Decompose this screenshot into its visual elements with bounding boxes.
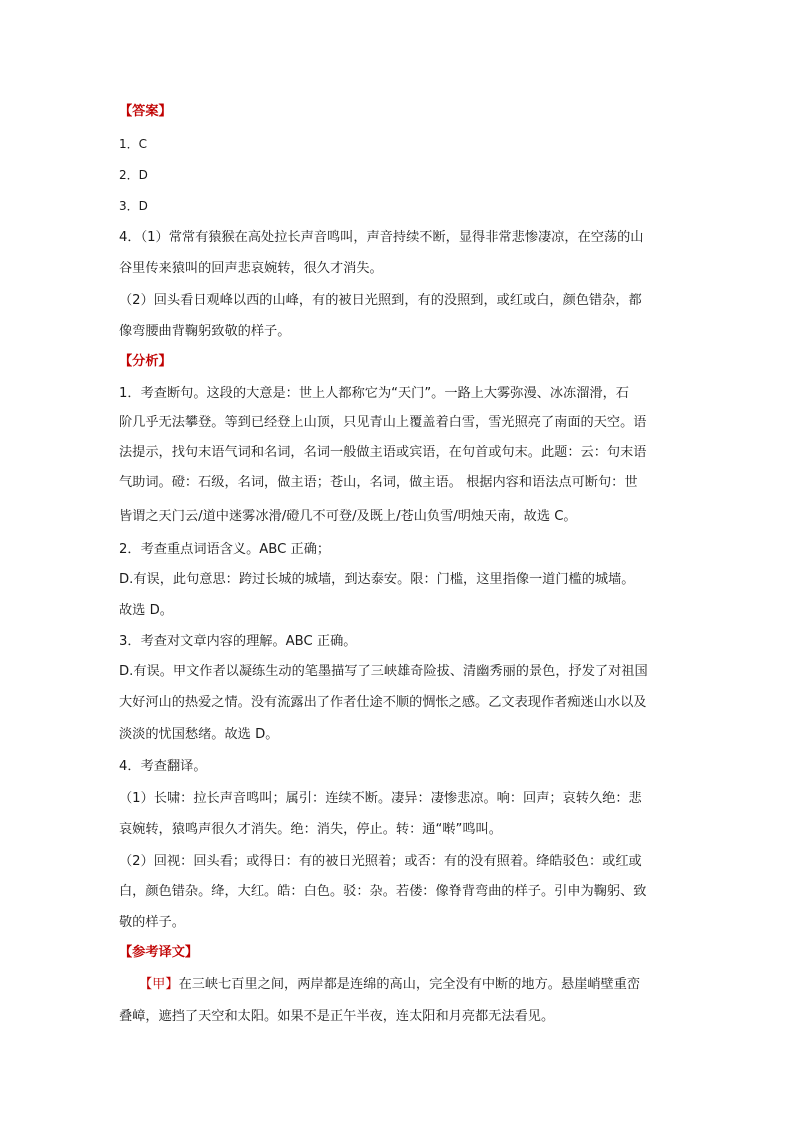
analysis-p4-line: （2）回视：回头看；或得日：有的被日光照着；或否：有的没有照着。绛皓驳色：或红或 <box>119 854 642 869</box>
answer-item-3: 3．D <box>119 199 148 213</box>
analysis-p1-line: 阶几乎无法攀登。等到已经登上山顶，只见青山上覆盖着白雪，雪光照亮了南面的天空。语 <box>119 415 647 430</box>
translation-text: 在三峡七百里之间，两岸都是连绵的高山，完全没有中断的地方。悬崖峭壁重峦 <box>178 977 641 992</box>
analysis-p3-line: 大好河山的热爱之情。没有流露出了作者仕途不顺的惆怅之感。乙文表现作者痴迷山水以及 <box>119 695 647 710</box>
translation-line2: 叠嶂，遮挡了天空和太阳。如果不是正午半夜，连太阳和月亮都无法看见。 <box>119 1009 555 1024</box>
analysis-p2-line: 故选 D。 <box>119 603 173 618</box>
analysis-p1-line: 法提示，找句末语气词和名词，名词一般做主语或宾语，在句首或句末。此题：云：句末语 <box>119 445 647 460</box>
answer-q4-2-line2: 像弯腰曲背鞠躬致敬的样子。 <box>119 324 291 339</box>
analysis-p4-line: 敬的样子。 <box>119 915 185 930</box>
answer-q4-1-line1: 4．（1）常常有猿猴在高处拉长声音鸣叫，声音持续不断，显得非常悲惨凄凉，在空荡的山 <box>119 230 644 245</box>
translation-line1 <box>139 976 640 994</box>
analysis-p1-line: 皆谓之天门云/道中迷雾冰滑/磴几不可登/及既上/苍山负雪/明烛天南，故选 C。 <box>119 509 577 524</box>
analysis-p4-line: （1）长啸：拉长声音鸣叫；属引：连续不断。凄异：凄惨悲凉。响：回声；哀转久绝：悲 <box>119 791 642 806</box>
analysis-p2-line: D.有误，此句意思：跨过长城的城墙，到达泰安。限：门槛，这里指像一道门槛的城墙。 <box>119 572 635 587</box>
analysis-p4-line: 4．考查翻译。 <box>119 759 207 774</box>
analysis-p4-line: 白，颜色错杂。绛，大红。皓：白色。驳：杂。若偻：像脊背弯曲的样子。引申为鞠躬、致 <box>119 884 647 899</box>
answer-heading: 【答案】 <box>119 104 172 119</box>
analysis-p3-line: D.有误。甲文作者以凝练生动的笔墨描写了三峡雄奇险拔、清幽秀丽的景色，抒发了对祖国 <box>119 664 648 679</box>
answer-q4-1-line2: 谷里传来猿叫的回声悲哀婉转，很久才消失。 <box>119 261 383 276</box>
analysis-p2-line: 2．考查重点词语含义。ABC 正确； <box>119 542 331 557</box>
analysis-p4-line: 哀婉转，猿鸣声很久才消失。绝：消失，停止。转：通“啭”鸣叫。 <box>119 822 502 837</box>
analysis-p3-line: 淡淡的忧国愁绪。故选 D。 <box>119 727 279 742</box>
analysis-p1-line: 气助词。磴：石级，名词，做主语；苍山，名词，做主语。 根据内容和语法点可断句：世 <box>119 475 638 490</box>
analysis-p1-line: 1．考查断句。这段的大意是：世上人都称它为“天门”。一路上大雾弥漫、冰冻溜滑，石 <box>119 386 629 401</box>
translation-heading: 【参考译文】 <box>119 945 199 960</box>
answer-q4-2-line1: （2）回头看日观峰以西的山峰，有的被日光照到，有的没照到，或红或白，颜色错杂，都 <box>119 293 642 308</box>
analysis-heading: 【分析】 <box>119 354 172 369</box>
analysis-p3-line: 3．考查对文章内容的理解。ABC 正确。 <box>119 634 357 649</box>
translation-label: 【甲】 <box>139 977 179 992</box>
answer-item-2: 2．D <box>119 168 148 182</box>
answer-item-1: 1．C <box>119 137 148 151</box>
